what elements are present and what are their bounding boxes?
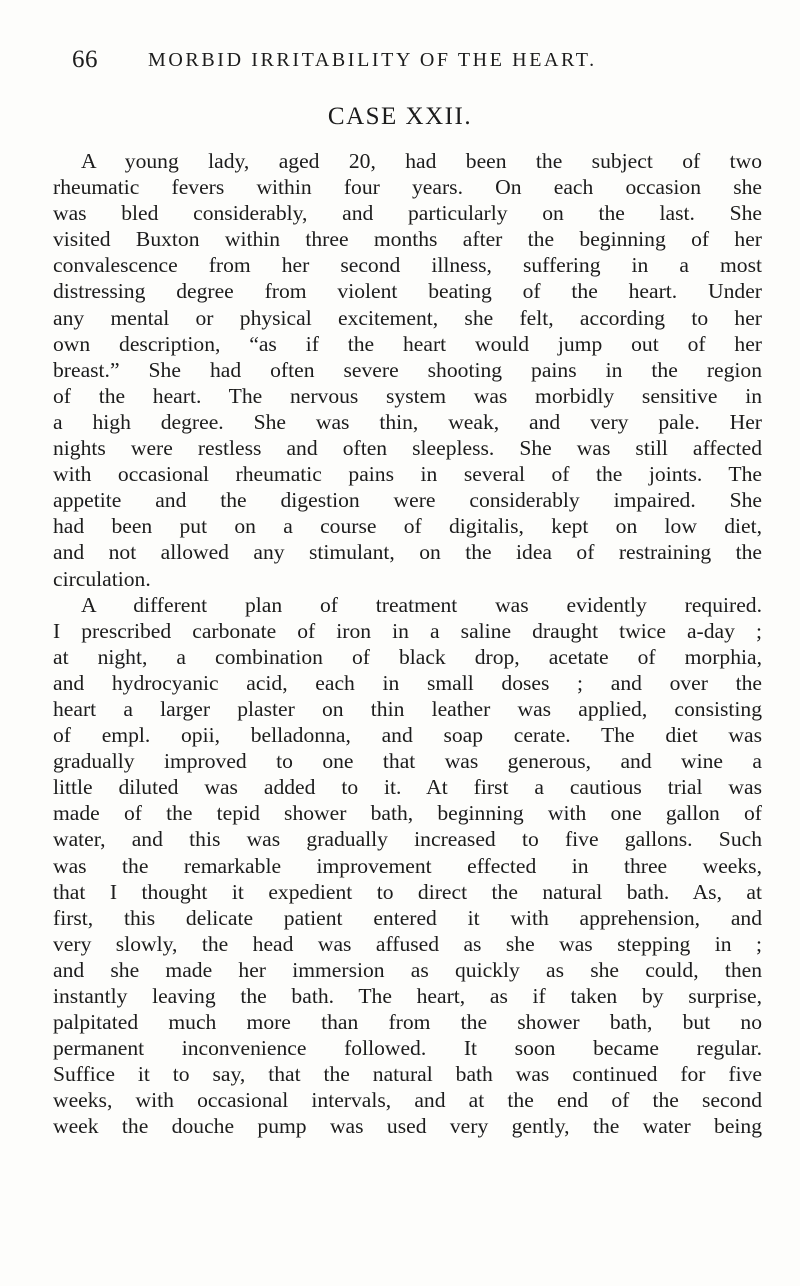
text-line: water, and this was gradually increased to five gallons. Such bbox=[53, 827, 762, 852]
text-line: weeks, with occasional intervals, and at the end of the second bbox=[53, 1088, 762, 1113]
text-line: any mental or physical excitement, she felt, according to her bbox=[53, 305, 762, 330]
case-title: CASE XXII. bbox=[327, 103, 473, 130]
text-line: had been put on a course of digitalis, kept on low diet, bbox=[53, 514, 762, 539]
text-line: of empl. opii, belladonna, and soap cerate. The diet was bbox=[53, 723, 762, 748]
paragraph bbox=[53, 148, 762, 592]
text-line: I prescribed carbonate of iron in a saline draught twice a-day ; bbox=[53, 618, 762, 643]
text-line: instantly leaving the bath. The heart, as if taken by surprise, bbox=[53, 984, 762, 1008]
text-line: very slowly, the head was affused as she was stepping in ; bbox=[53, 931, 762, 956]
text-line: own description, “as if the heart would jump out of her bbox=[53, 331, 762, 356]
text-line: with occasional rheumatic pains in several of the joints. The bbox=[53, 462, 762, 487]
text-line: nights were restless and often sleepless. She was still affected bbox=[53, 436, 762, 461]
text-line: was the remarkable improvement effected in three weeks, bbox=[53, 853, 762, 878]
text-line: heart a larger plaster on thin leather was applied, consisting bbox=[53, 696, 762, 721]
text-line: A different plan of treatment was evidently required. bbox=[81, 592, 762, 617]
text-line: was bled considerably, and particularly on the last. She bbox=[53, 201, 762, 226]
text-line: and not allowed any stimulant, on the idea of restraining the bbox=[53, 540, 762, 565]
text-line: and hydrocyanic acid, each in small doses ; and over the bbox=[53, 670, 762, 695]
text-line: first, this delicate patient entered it with apprehension, and bbox=[53, 905, 762, 930]
text-line: little diluted was added to it. At first a cautious trial was bbox=[53, 775, 762, 800]
text-line: convalescence from her second illness, suffering in a most bbox=[53, 253, 762, 278]
paragraph bbox=[53, 592, 762, 1140]
text-line: at night, a combination of black drop, acetate of morphia, bbox=[53, 644, 762, 669]
text-line: gradually improved to one that was generous, and wine a bbox=[53, 749, 762, 774]
text-line: visited Buxton within three months after the beginning of her bbox=[53, 227, 762, 252]
page-number: 66 bbox=[72, 46, 98, 73]
text-line: made of the tepid shower bath, beginning with one gallon of bbox=[53, 801, 762, 826]
text-line: that I thought it expedient to direct the natural bath. As, at bbox=[53, 879, 762, 904]
text-line: of the heart. The nervous system was morbidly sensitive in bbox=[53, 383, 762, 408]
text-line: and she made her immersion as quickly as she could, then bbox=[53, 957, 762, 982]
text-line: a high degree. She was thin, weak, and very pale. Her bbox=[53, 409, 762, 434]
running-head: MORBID IRRITABILITY OF THE HEART. bbox=[148, 49, 597, 71]
text-line: Suffice it to say, that the natural bath was continued for five bbox=[53, 1062, 762, 1087]
text-line: distressing degree from violent beating of the heart. Under bbox=[53, 279, 762, 304]
text-line: palpitated much more than from the shower bath, but no bbox=[53, 1010, 762, 1035]
page-header bbox=[0, 46, 800, 86]
text-line: A young lady, aged 20, had been the subject of two bbox=[81, 149, 762, 173]
text-line: appetite and the digestion were considerably impaired. She bbox=[53, 488, 762, 513]
body-text bbox=[53, 148, 762, 1140]
text-line: breast.” She had often severe shooting pains in the region bbox=[53, 357, 762, 382]
text-line: permanent inconvenience followed. It soon became regular. bbox=[53, 1036, 762, 1061]
text-line: rheumatic fevers within four years. On each occasion she bbox=[53, 175, 762, 200]
text-line: week the douche pump was used very gently, the water being bbox=[53, 1114, 762, 1139]
text-line: circulation. bbox=[53, 566, 151, 591]
